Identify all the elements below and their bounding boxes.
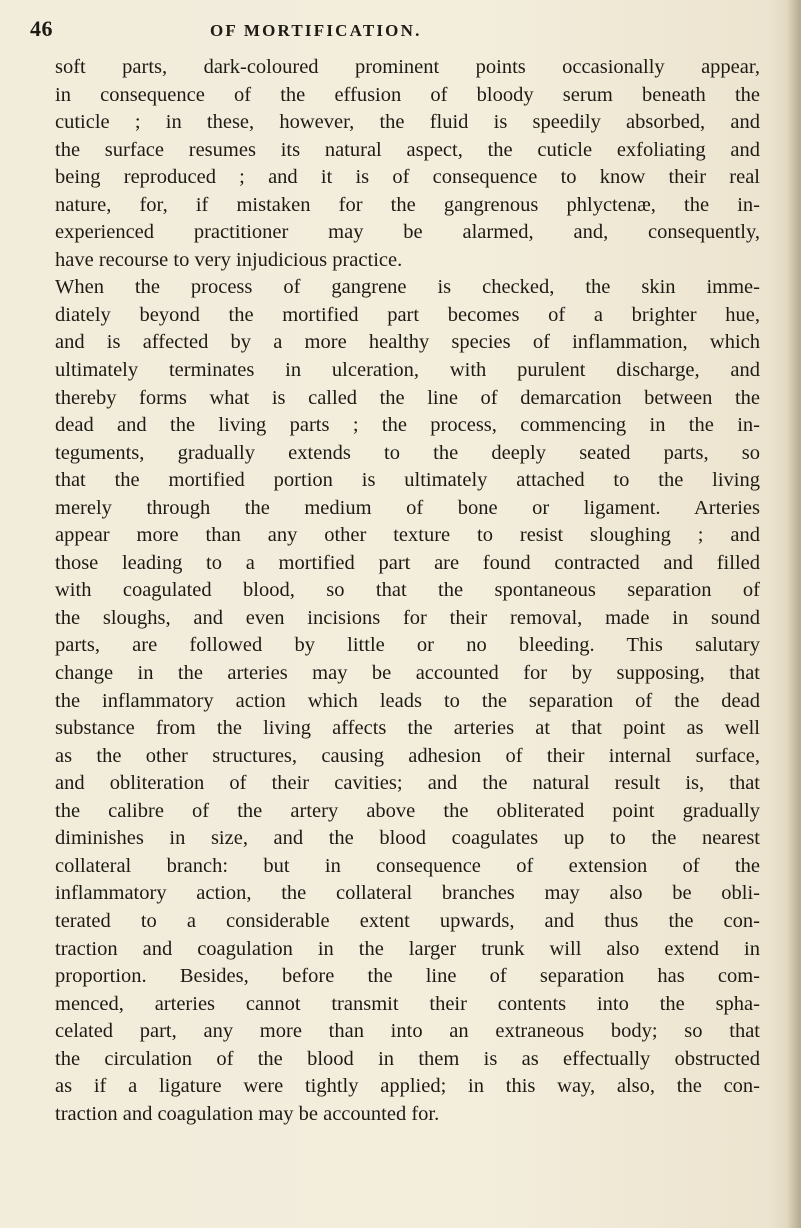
text-line: as the other structures, causing adhesion of their internal surface, [55,744,760,767]
text-line: merely through the medium of bone or ligament. Arteries [55,496,760,519]
text-line: proportion. Besides, before the line of separation has com- [55,965,760,988]
text-line: collateral branch: but in consequence of extension of the [55,854,760,877]
text-line: traction and coagulation in the larger trunk will also extend in [55,937,760,960]
paragraph-start-line: When the process of gangrene is checked, the skin imme- [55,276,760,299]
text-line: those leading to a mortified part are found contracted and filled [55,551,760,574]
text-line: the inflammatory action which leads to the separation of the dead [55,689,760,712]
text-line: the calibre of the artery above the obliterated point gradually [55,799,760,822]
text-line: diminishes in size, and the blood coagulates up to the nearest [55,827,760,850]
text-line: inflammatory action, the collateral branches may also be obli- [55,882,760,905]
text-line: celated part, any more than into an extraneous body; so that [55,1020,760,1043]
running-title: OF MORTIFICATION. [210,21,422,40]
text-line: and is affected by a more healthy species of inflammation, which [55,331,760,354]
text-line: as if a ligature were tightly applied; in this way, also, the con- [55,1075,760,1098]
text-line: the sloughs, and even incisions for their removal, made in sound [55,606,760,629]
text-line: that the mortified portion is ultimately attached to the living [55,469,760,492]
text-line: the surface resumes its natural aspect, the cuticle exfoliating and [55,138,760,161]
text-line: thereby forms what is called the line of demarcation between the [55,386,760,409]
text-line: experienced practitioner may be alarmed, and, consequently, [55,221,760,244]
text-line: terated to a considerable extent upwards, and thus the con- [55,909,760,932]
text-line: with coagulated blood, so that the spontaneous separation of [55,579,760,602]
text-line: and obliteration of their cavities; and the natural result is, that [55,772,760,795]
text-line: teguments, gradually extends to the deeply seated parts, so [55,441,760,464]
page-edge-shadow [787,0,801,1228]
text-line: being reproduced ; and it is of consequence to know their real [55,166,760,189]
text-line: substance from the living affects the arteries at that point as well [55,717,760,740]
text-line: soft parts, dark-coloured prominent points occasionally appear, [55,56,760,78]
text-line: dead and the living parts ; the process, commencing in the in- [55,414,760,437]
text-line: diately beyond the mortified part becomes of a brighter hue, [55,303,760,326]
text-line: ultimately terminates in ulceration, with purulent discharge, and [55,359,760,382]
text-line: menced, arteries cannot transmit their contents into the spha- [55,992,760,1015]
text-line: traction and coagulation may be accounted for. [55,1102,440,1125]
text-line: change in the arteries may be accounted for by supposing, that [55,662,760,685]
text-line: appear more than any other texture to resist sloughing ; and [55,524,760,547]
page-number: 46 [30,16,53,41]
text-line: nature, for, if mistaken for the gangrenous phlyctenæ, the in- [55,193,760,216]
body-text [55,54,760,1128]
text-line: in consequence of the effusion of bloody serum beneath the [55,83,760,106]
text-line: have recourse to very injudicious practice. [55,248,403,271]
page-header [30,12,760,48]
text-line: the circulation of the blood in them is as effectually obstructed [55,1047,760,1070]
text-line: parts, are followed by little or no bleeding. This salutary [55,634,760,657]
text-line: cuticle ; in these, however, the fluid is speedily absorbed, and [55,111,760,134]
